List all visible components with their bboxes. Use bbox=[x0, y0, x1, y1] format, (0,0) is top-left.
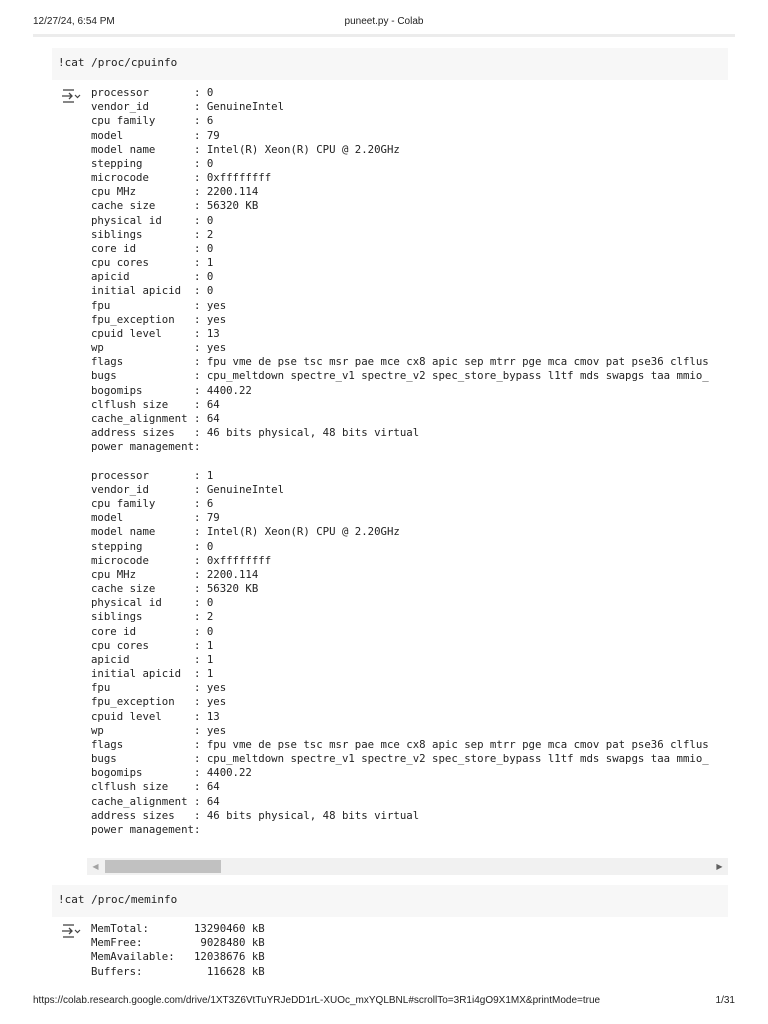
output-line: cpuid level : 13 bbox=[91, 709, 220, 723]
output-line: processor : 0 bbox=[91, 86, 214, 99]
output-line: physical id : 0 bbox=[91, 213, 214, 227]
print-footer bbox=[33, 995, 735, 1009]
output-horizontal-scrollbar[interactable] bbox=[87, 858, 728, 875]
output-blank-line bbox=[91, 454, 728, 468]
output-line: model name : Intel(R) Xeon(R) CPU @ 2.20GHz bbox=[91, 142, 400, 156]
output-line: apicid : 1 bbox=[91, 652, 214, 666]
output-line: core id : 0 bbox=[91, 624, 214, 638]
output-line: clflush size : 64 bbox=[91, 780, 220, 794]
output-line: bugs : cpu_meltdown spectre_v1 spectre_v2 spec_store_bypass l1tf mds swapgs taa mmio_ bbox=[91, 752, 709, 766]
output-line: cpu MHz : 2200.114 bbox=[91, 567, 259, 581]
output-line: microcode : 0xffffffff bbox=[91, 553, 272, 567]
output-line: address sizes : 46 bits physical, 48 bits virtual bbox=[91, 808, 420, 822]
scroll-left-icon[interactable]: ◀ bbox=[92, 862, 99, 871]
output-line: processor : 1 bbox=[91, 468, 214, 482]
output-line: cache size : 56320 KB bbox=[91, 582, 259, 596]
output-line: core id : 0 bbox=[91, 241, 214, 255]
output-line: stepping : 0 bbox=[91, 539, 214, 553]
output-line: MemAvailable: 12038676 kB bbox=[91, 950, 265, 964]
output-line: siblings : 2 bbox=[91, 610, 214, 624]
output-toggle-icon[interactable] bbox=[61, 88, 81, 104]
output-line: fpu_exception : yes bbox=[91, 695, 227, 709]
output-line: cpu family : 6 bbox=[91, 114, 214, 128]
page-number: 1/31 bbox=[715, 995, 735, 1006]
output-line: wp : yes bbox=[91, 723, 227, 737]
output-line: cache_alignment : 64 bbox=[91, 411, 220, 425]
output-line: bogomips : 4400.22 bbox=[91, 383, 252, 397]
code-cell-source[interactable]: !cat /proc/meminfo bbox=[58, 893, 178, 906]
output-line: bugs : cpu_meltdown spectre_v1 spectre_v2 spec_store_bypass l1tf mds swapgs taa mmio_ bbox=[91, 369, 709, 383]
output-line: cpu family : 6 bbox=[91, 496, 214, 510]
header-divider bbox=[33, 34, 735, 37]
output-line: flags : fpu vme de pse tsc msr pae mce cx8 apic sep mtrr pge mca cmov pat pse36 clflus bbox=[91, 737, 709, 751]
output-line: model : 79 bbox=[91, 511, 220, 525]
output-line: MemTotal: 13290460 kB bbox=[91, 922, 265, 935]
output-line: cache size : 56320 KB bbox=[91, 199, 259, 213]
output-line: vendor_id : GenuineIntel bbox=[91, 100, 285, 114]
cell-output-meminfo bbox=[91, 922, 728, 979]
cell-output-cpuinfo bbox=[91, 86, 728, 837]
output-line: cpuid level : 13 bbox=[91, 326, 220, 340]
output-line: cpu MHz : 2200.114 bbox=[91, 185, 259, 199]
output-line: cpu cores : 1 bbox=[91, 638, 214, 652]
output-line: power management: bbox=[91, 440, 201, 454]
output-line: vendor_id : GenuineIntel bbox=[91, 482, 285, 496]
code-cell-meminfo[interactable] bbox=[52, 885, 728, 917]
output-line: Buffers: 116628 kB bbox=[91, 964, 265, 978]
page-url: https://colab.research.google.com/drive/1XT3Z6VtTuYRJeDD1rL-XUOc_mxYQLBNL#scrollTo=3R1i4gO9X1MX&printMode=true bbox=[33, 995, 601, 1006]
output-line: wp : yes bbox=[91, 341, 227, 355]
code-cell-cpuinfo[interactable] bbox=[52, 48, 728, 80]
output-line: fpu : yes bbox=[91, 681, 227, 695]
page-title: puneet.py - Colab bbox=[344, 16, 424, 27]
output-line: clflush size : 64 bbox=[91, 397, 220, 411]
output-line: apicid : 0 bbox=[91, 270, 214, 284]
output-line: address sizes : 46 bits physical, 48 bits virtual bbox=[91, 426, 420, 440]
code-cell-source[interactable]: !cat /proc/cpuinfo bbox=[58, 56, 178, 69]
output-line: cache_alignment : 64 bbox=[91, 794, 220, 808]
output-line: stepping : 0 bbox=[91, 156, 214, 170]
output-line: fpu_exception : yes bbox=[91, 312, 227, 326]
output-line: siblings : 2 bbox=[91, 227, 214, 241]
output-line: power management: bbox=[91, 822, 201, 836]
output-line: MemFree: 9028480 kB bbox=[91, 936, 265, 950]
output-line: flags : fpu vme de pse tsc msr pae mce cx8 apic sep mtrr pge mca cmov pat pse36 clflus bbox=[91, 355, 709, 369]
output-toggle-icon[interactable] bbox=[61, 923, 81, 939]
output-line: bogomips : 4400.22 bbox=[91, 766, 252, 780]
output-line: cpu cores : 1 bbox=[91, 256, 214, 270]
output-line: fpu : yes bbox=[91, 298, 227, 312]
print-date: 12/27/24, 6:54 PM bbox=[33, 16, 115, 27]
output-line: model : 79 bbox=[91, 128, 220, 142]
output-line: initial apicid : 0 bbox=[91, 284, 214, 298]
scrollbar-thumb[interactable] bbox=[105, 860, 221, 873]
output-line: initial apicid : 1 bbox=[91, 667, 214, 681]
output-line: microcode : 0xffffffff bbox=[91, 171, 272, 185]
output-line: physical id : 0 bbox=[91, 596, 214, 610]
output-line: model name : Intel(R) Xeon(R) CPU @ 2.20GHz bbox=[91, 525, 400, 539]
scroll-right-icon[interactable]: ▶ bbox=[716, 862, 723, 871]
print-header bbox=[33, 16, 735, 30]
